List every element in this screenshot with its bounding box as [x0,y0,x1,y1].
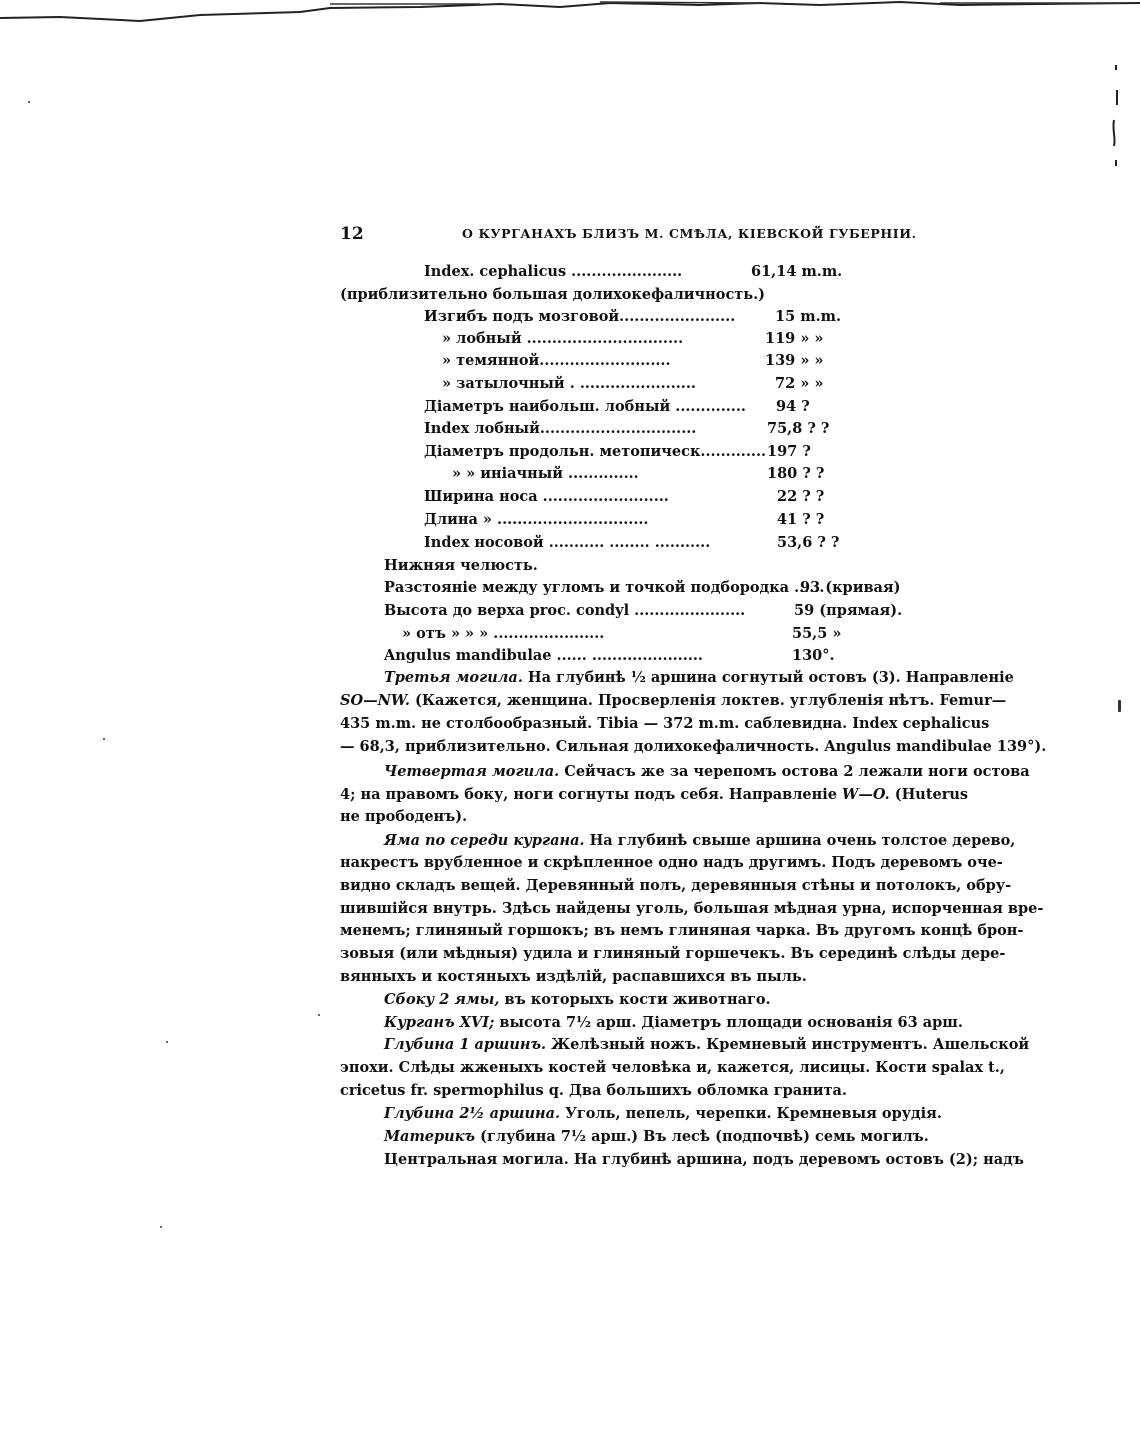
text-line: SO—NW. (Кажется, женщина. Просверленія локтев. углубленія нѣтъ. Femur— [340,692,1007,709]
scan-speck [28,101,30,103]
measure-row: Длина » .............................. 41 ? ? [424,511,825,528]
running-title: О КУРГАНАХЪ БЛИЗЪ М. СМѢЛА, КІЕВСКОЙ ГУБЕРНІИ. [462,226,917,241]
jaw-row: Angulus mandibulae ...... ...................... 130°. [384,647,835,664]
text-line: Третья могила. На глубинѣ ½ аршина согнутый остовъ (3). Направленіе [384,669,1014,686]
scan-speck [160,1226,162,1228]
scan-speck [1118,700,1121,712]
measure-row: » лобный ............................... 119 » » [442,330,824,347]
jaw-heading: Нижняя челюсть. [384,557,538,574]
text-line: Четвертая могила. Сейчасъ же за черепомъ остова 2 лежали ноги остова [384,763,1030,780]
measure-row: Index лобный............................... 75,8 ? ? [424,420,830,437]
jaw-row: » отъ » » » ...................... 55,5 » [402,625,842,642]
measure-row: Діаметръ наибольш. лобный .............. 94 ? [424,398,810,415]
text-line: Сбоку 2 ямы, въ которыхъ кости животнаго. [384,991,771,1008]
text-line: Глубина 2½ аршина. Уголь, пепель, черепки. Кремневыя орудія. [384,1105,942,1122]
text-line: Центральная могила. На глубинѣ аршина, подъ деревомъ остовъ (2); надъ [384,1151,1024,1168]
text-line: видно складъ вещей. Деревянный полъ, деревянныя стѣны и потолокъ, обру- [340,877,1012,894]
measure-row: Ширина носа ......................... 22 ? ? [424,488,825,505]
measure-row: » затылочный . ....................... 72 » » [442,375,824,392]
text-line: шившійся внутрь. Здѣсь найдены уголь, большая мѣдная урна, испорченная вре- [340,900,1044,917]
measure-row: Index носовой ........... ........ ........... 53,6 ? ? [424,534,840,551]
text-line: 4; на правомъ боку, ноги согнуты подъ себя. Направленіе W—O. (Huterus [340,786,969,803]
text-line: Яма по середи кургана. На глубинѣ свыше аршина очень толстое дерево, [384,832,1016,849]
text-line: менемъ; глиняный горшокъ; въ немъ глиняная чарка. Въ другомъ концѣ брон- [340,922,1024,939]
measure-row: Діаметръ продольн. метопическ............. 197 ? [424,443,811,460]
text-line: — 68,3, приблизительно. Сильная долихокефаличность. Angulus mandibulae 139°). [340,738,1047,755]
jaw-row: Высота до верха proc. condyl ...................... 59 (прямая). [384,602,903,619]
measure-row: » » иніачный .............. 180 ? ? [452,465,825,482]
measure-row: » темянной.......................... 139 » » [442,352,824,369]
text-line: Материкъ (глубина 7½ арш.) Въ лесѣ (подпочвѣ) семь могилъ. [384,1128,929,1145]
jaw-row: Разстояніе между угломъ и точкой подбородка ...... 93 (кривая) [384,579,901,596]
scan-speck [103,738,105,740]
page-number: 12 [340,224,364,244]
text-line: зовыя (или мѣдныя) удила и глиняный горшечекъ. Въ серединѣ слѣды дере- [340,945,1006,962]
text-line: Глубина 1 аршинъ. Желѣзный ножъ. Кремневый инструментъ. Ашельской [384,1036,1030,1053]
measure-row: Изгибъ подъ мозговой....................... 15 m.m. [424,308,842,325]
measure-row: Index. cephalicus ...................... 61,14 m.m. [424,263,843,280]
text-line: накрестъ врубленное и скрѣпленное одно надъ другимъ. Подъ деревомъ оче- [340,854,1003,871]
scan-speck [166,1041,168,1043]
text-line: не прободенъ). [340,808,468,825]
scan-speck [318,1014,320,1016]
text-line: cricetus fr. spermophilus q. Два большихъ обломка гранита. [340,1082,847,1099]
text-line: эпохи. Слѣды жженыхъ костей человѣка и, кажется, лисицы. Кости spalax t., [340,1059,1005,1076]
text-line: вянныхъ и костяныхъ издѣлій, распавшихся въ пыль. [340,968,807,985]
measure-note: (приблизительно большая долихокефаличность.) [340,286,766,303]
text-line: Курганъ XVI; высота 7½ арш. Діаметръ площади основанія 63 арш. [384,1014,963,1031]
text-line: 435 m.m. не столбообразный. Tibia — 372 m.m. саблевидна. Index cephalicus [340,715,990,732]
